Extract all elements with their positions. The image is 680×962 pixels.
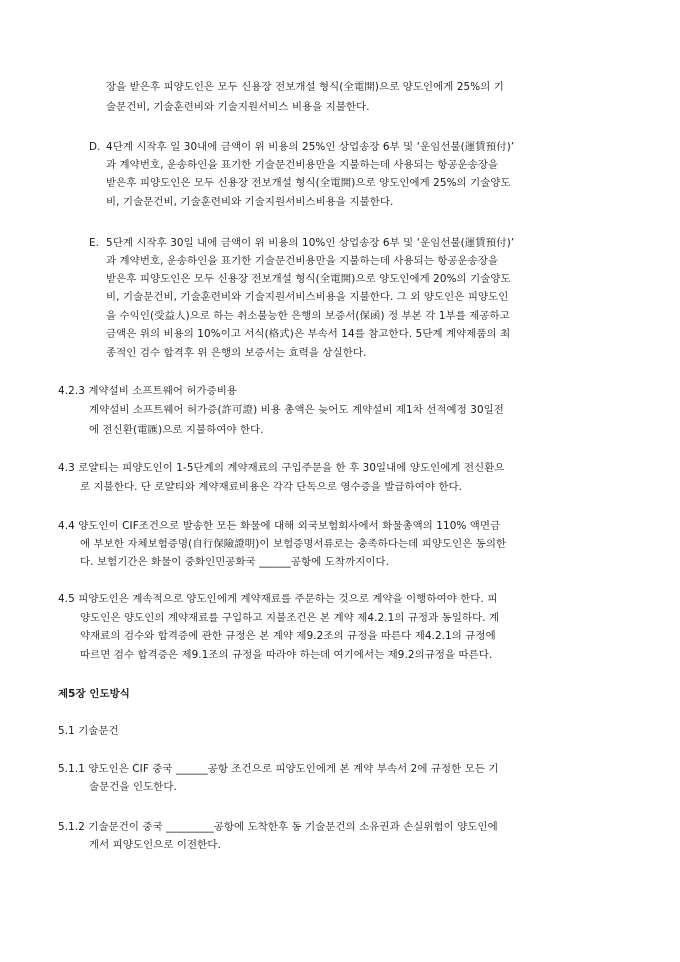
paragraph-line: 4.4 양도인이 CIF조건으로 발송한 모든 화물에 대해 외국보험회사에서 화물총액의 110% 액면금	[58, 520, 501, 532]
list-marker-e: E.	[89, 237, 100, 249]
chapter-heading: 제5장 인도방식	[58, 688, 130, 700]
paragraph-line: 5.1.1 양도인은 CIF 중국 ______공항 조건으로 피양도인에게 본 계약 부속서 2에 규정한 모든 기	[58, 763, 499, 775]
paragraph-line: 과 계약번호, 운송하인을 표기한 기술문건비용만을 지불하는데 사용되는 항공운송장을	[106, 255, 499, 267]
list-marker-d: D.	[89, 141, 101, 153]
paragraph-line: 장을 받은후 피양도인은 모두 신용장 전보개설 형식(全電開)으로 양도인에게 25%의 기	[106, 81, 504, 93]
paragraph-line: 비, 기술문건비, 기술훈련비와 기술지원서비스비용을 지불한다.	[106, 196, 394, 208]
paragraph-line: 4.3 로얄티는 피양도인이 1-5단계의 계약재료의 구입주문을 한 후 30일내에 양도인에게 전신환으	[58, 462, 505, 474]
paragraph-line: 약재료의 검수와 합격증에 관한 규정은 본 계약 제9.2조의 규정을 따른다 제4.2.1의 규정에	[80, 630, 496, 642]
paragraph-line: 따르면 검수 합격증은 제9.1조의 규정을 따라야 하는데 여기에서는 제9.2의규정을 따른다.	[80, 649, 493, 661]
paragraph-line: 게서 피양도인으로 이전한다.	[89, 839, 221, 851]
paragraph-line: 5단계 시작후 30일 내에 금액이 위 비용의 10%인 상업송장 6부 및 ‘운임선불(運賃預付)’	[106, 237, 515, 249]
paragraph-line: 5.1.2 기술문건이 중국 _________공항에 도착한후 동 기술문건의 소유권과 손실위험이 양도인에	[58, 821, 498, 833]
section-heading: 5.1 기술문건	[58, 725, 119, 737]
paragraph-line: 술문건을 인도한다.	[89, 781, 177, 793]
paragraph-line: 을 수익인(受益人)으로 하는 취소불능한 은행의 보증서(保函) 정 부본 각 1부를 제공하고	[106, 310, 510, 322]
paragraph-line: 로 지불한다. 단 로얄티와 계약재료비용은 각각 단독으로 영수증을 발급하여야 한다.	[80, 481, 463, 493]
section-heading: 4.2.3 계약설비 소프트웨어 허가증비용	[58, 385, 238, 397]
paragraph-line: 비, 기술문건비, 기술훈련비와 기술지원서비스비용을 지불한다. 그 외 양도인은 피양도인	[106, 291, 509, 303]
paragraph-line: 4.5 피양도인은 계속적으로 양도인에게 계약재료를 주문하는 것으로 계약을 이행하여야 한다. 피	[58, 593, 498, 605]
paragraph-line: 종적인 검수 합격후 위 은행의 보증서는 효력을 상실한다.	[106, 347, 367, 359]
paragraph-line: 양도인은 양도인의 계약재료를 구입하고 지불조건은 본 계약 제4.2.1의 규정과 동일하다. 계	[80, 612, 500, 624]
paragraph-line: 에 부보한 자체보험증명(自行保險證明)이 보험증명서류로는 충족하다는데 피양도인은 동의한	[80, 538, 507, 550]
paragraph-line: 과 계약번호, 운송하인을 표기한 기술문건비용만을 지불하는데 사용되는 항공운송장을	[106, 159, 499, 171]
paragraph-line: 4단계 시작후 일 30내에 금액이 위 비용의 25%인 상업송장 6부 및 ‘운임선불(運賃預付)’	[106, 141, 515, 153]
paragraph-line: 받은후 피양도인은 모두 신용장 전보개설 형식(全電開)으로 양도인에게 20%의 기술양도	[106, 273, 511, 285]
paragraph-line: 다. 보험기간은 화물이 중화인민공화국 ______공항에 도착까지이다.	[80, 556, 390, 568]
paragraph-line: 에 전신환(電匯)으로 지불하여야 한다.	[89, 424, 264, 436]
paragraph-line: 받은후 피양도인은 모두 신용장 전보개설 형식(全電開)으로 양도인에게 25%의 기술양도	[106, 177, 511, 189]
paragraph-line: 술문건비, 기술훈련비와 기술지원서비스 비용을 지불한다.	[106, 101, 370, 113]
paragraph-line: 계약설비 소프트웨어 허가증(許可證) 비용 총액은 늦어도 계약설비 제1차 선적예정 30일전	[89, 404, 504, 416]
paragraph-line: 금액은 위의 비용의 10%이고 서식(格式)은 부속서 14를 참고한다. 5단계 계약제품의 최	[106, 328, 511, 340]
